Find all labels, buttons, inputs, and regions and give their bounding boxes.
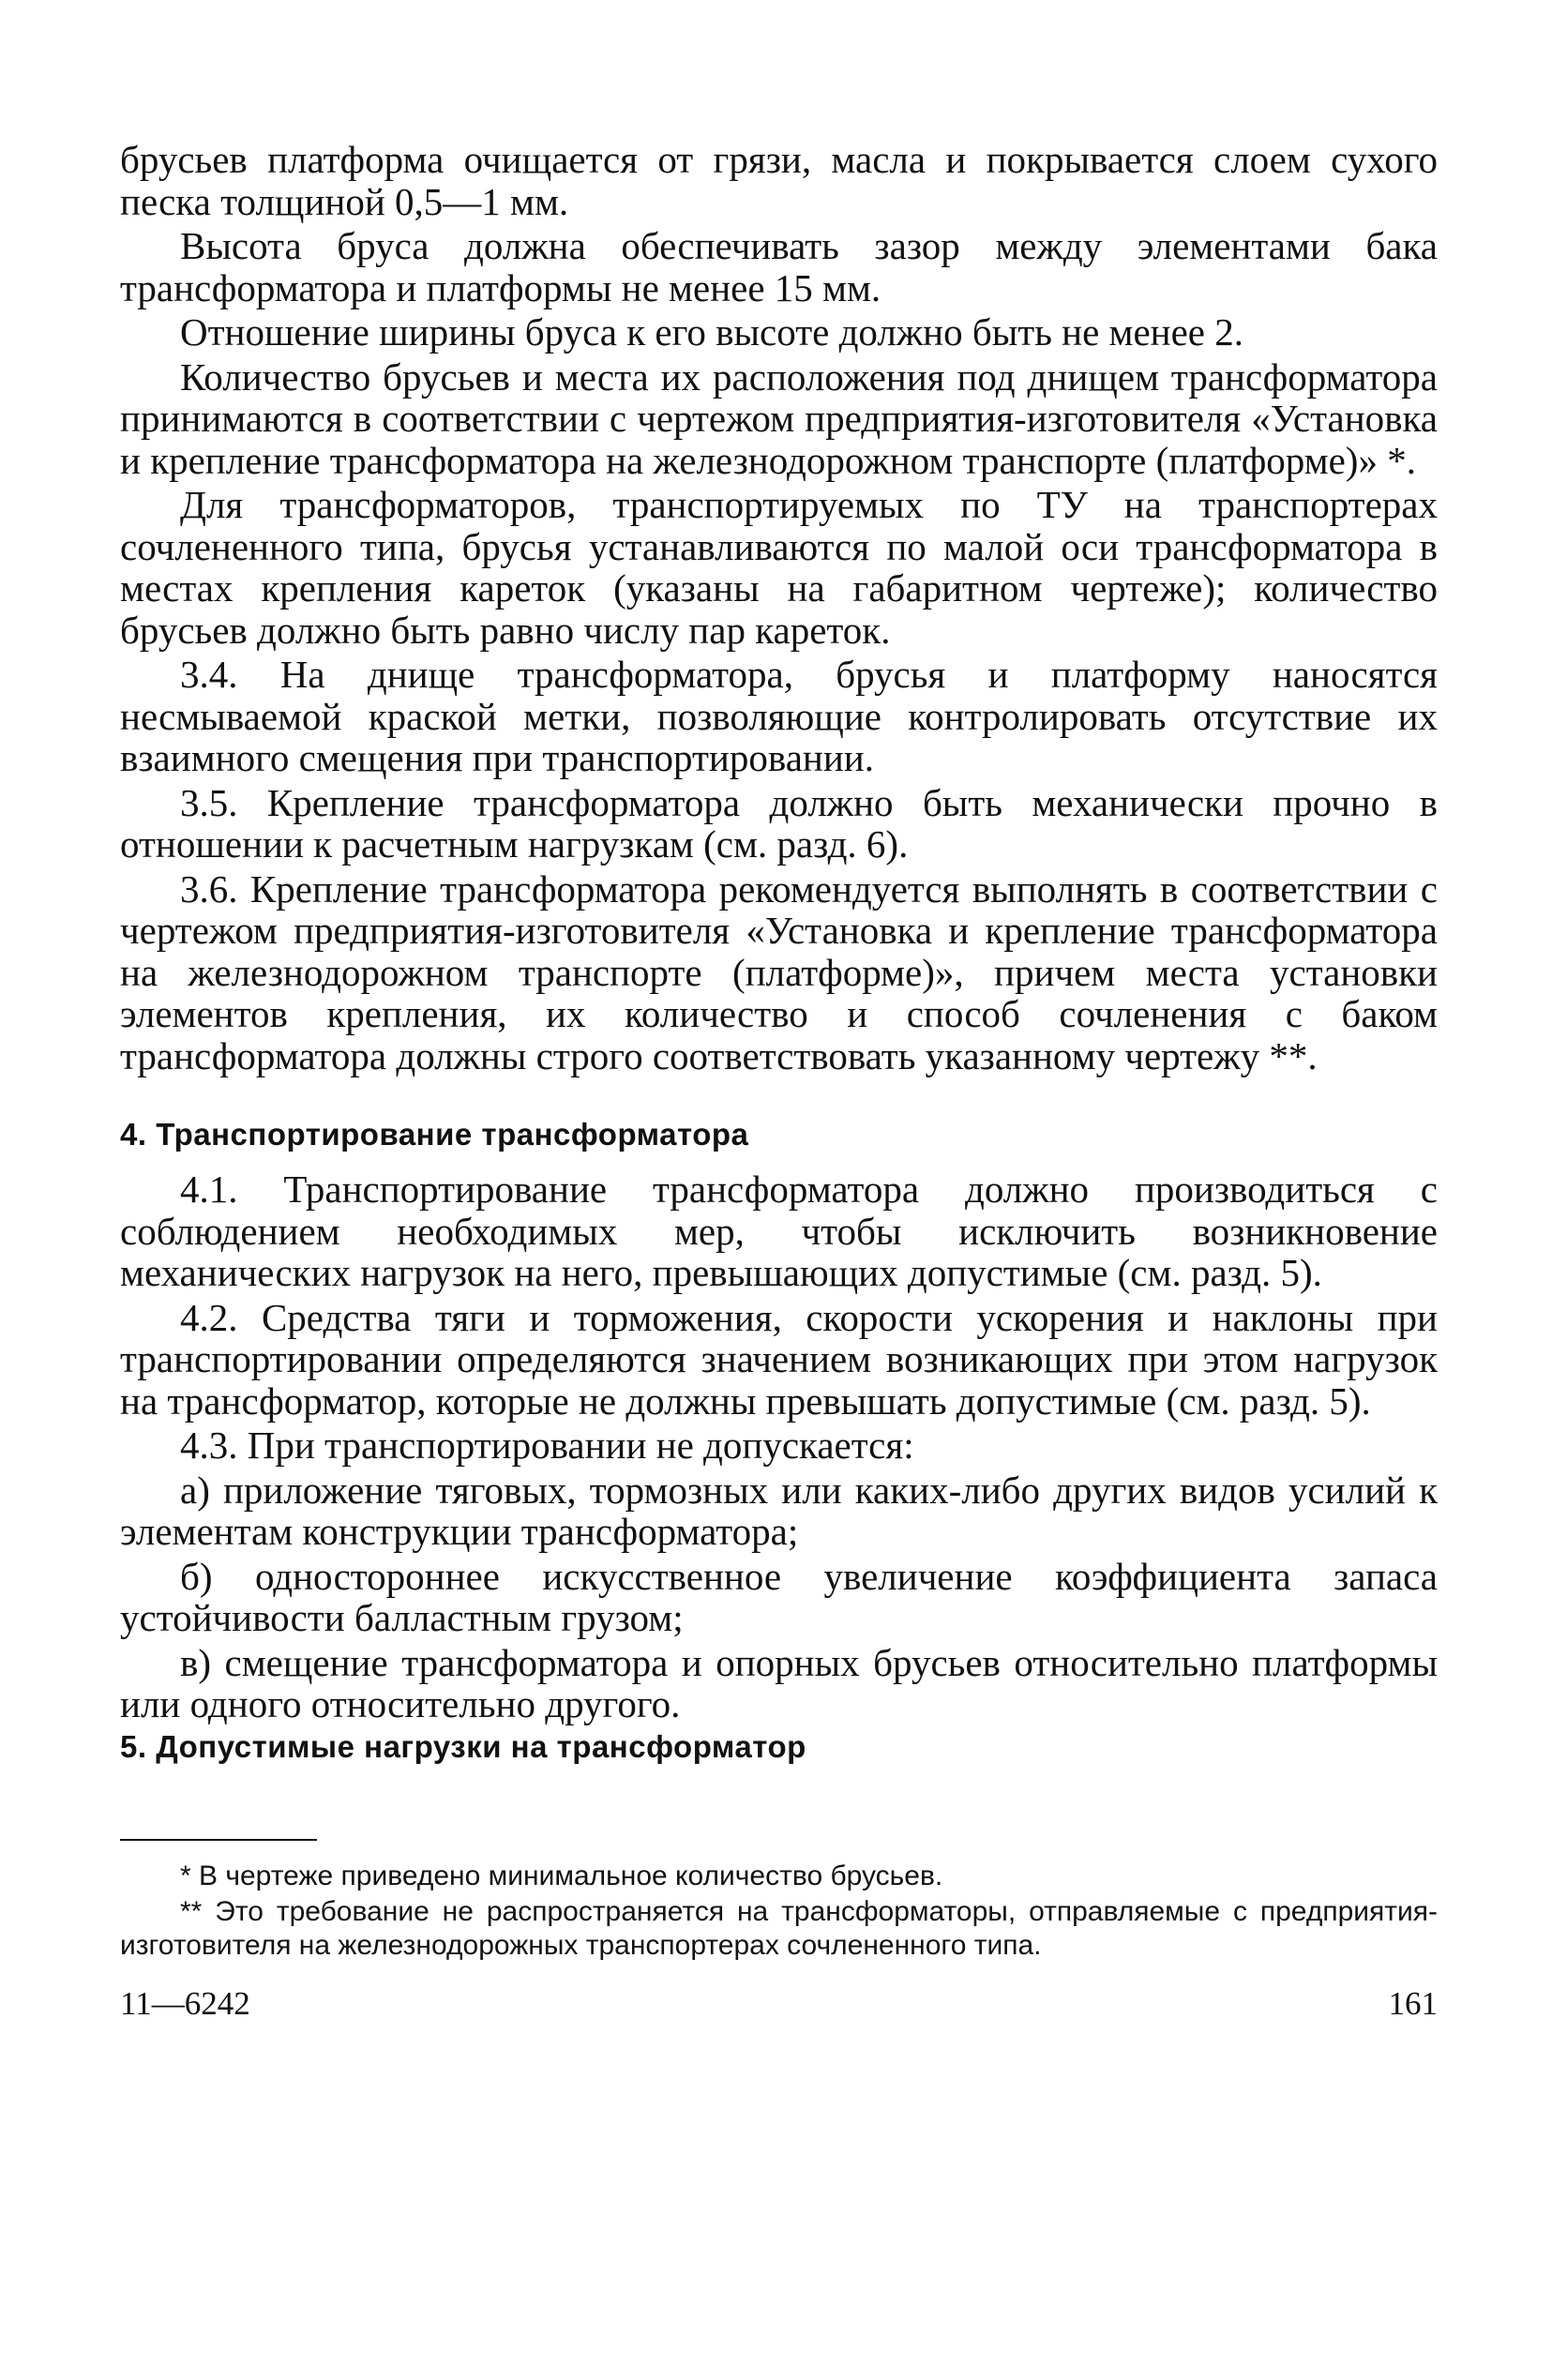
paragraph-3-6: 3.6. Крепление трансформатора рекомендуется выполнять в соответствии с чертежом предприятия-изготовителя «Установка и крепление трансформатора на железнодорожном транспорте (платформе)», причем места установки элементов крепления, их количество и способ сочленения с баком трансформатора должны строго соответствовать указанному чертежу **. [120, 866, 1438, 1077]
paragraph-4-1: 4.1. Транспортирование трансформатора должно производиться с соблюдением необходимых мер, чтобы исключить возникновение механических нагрузок на него, превышающих допустимые (см. разд. 5). [120, 1167, 1438, 1294]
paragraph-articulated-transporters: Для трансформаторов, транспортируемых по ТУ на транспортерах сочлененного типа, брусья устанавливаются по малой оси трансформатора в местах крепления кареток (указаны на габаритном чертеже); количество брусьев должно быть равно числу пар кареток. [120, 483, 1438, 652]
signature-code: 11—6242 [120, 1984, 250, 2022]
section-4-heading: 4. Транспортирование трансформатора [120, 1117, 749, 1152]
paragraph-3-5: 3.5. Крепление трансформатора должно быть механически прочно в отношении к расчетным нагрузкам (см. разд. 6). [120, 780, 1438, 866]
document-page [120, 139, 1438, 2023]
list-item-a: а) приложение тяговых, тормозных или каких-либо других видов усилий к элементам конструкции трансформатора; [120, 1468, 1438, 1553]
paragraph-continued: брусьев платформа очищается от грязи, масла и покрывается слоем сухого песка толщиной 0,5—1 мм. [120, 138, 1438, 223]
footnote-2: ** Это требование не распространяется на трансформаторы, отправляемые с предприятия-изготовителя на железнодорожных транспортерах сочлененного типа. [120, 1895, 1438, 1961]
paragraph-4-3: 4.3. При транспортировании не допускается: [180, 1423, 914, 1467]
list-item-b: б) одностороннее искусственное увеличение коэффициента запаса устойчивости балластным грузом; [120, 1554, 1438, 1639]
footnote-1: * В чертеже приведено минимальное количество брусьев. [180, 1860, 943, 1891]
list-item-c: в) смещение трансформатора и опорных брусьев относительно платформы или одного относительно другого. [120, 1640, 1438, 1725]
paragraph-3-4: 3.4. На днище трансформатора, брусья и платформу наносятся несмываемой краской метки, позволяющие контролировать отсутствие их взаимного смещения при транспортировании. [120, 653, 1438, 779]
page-number: 161 [1388, 1984, 1438, 2022]
section-5-heading: 5. Допустимые нагрузки на трансформатор [120, 1728, 806, 1764]
paragraph-4-2: 4.2. Средства тяги и торможения, скорости ускорения и наклоны при транспортировании определяются значением возникающих при этом нагрузок на трансформатор, которые не должны превышать допустимые (см. разд. 5). [120, 1295, 1438, 1423]
paragraph-beam-count: Количество брусьев и места их расположения под днищем трансформатора принимаются в соответствии с чертежом предприятия-изготовителя «Установка и крепление трансформатора на железнодорожном транспорте (платформе)» *. [120, 354, 1438, 482]
footnote-divider [120, 1839, 317, 1841]
paragraph-beam-ratio: Отношение ширины бруса к его высоте должно быть не менее 2. [180, 310, 1244, 354]
page-footer [120, 1985, 1438, 2023]
paragraph-beam-height: Высота бруса должна обеспечивать зазор между элементами бака трансформатора и платформы не менее 15 мм. [120, 224, 1438, 309]
